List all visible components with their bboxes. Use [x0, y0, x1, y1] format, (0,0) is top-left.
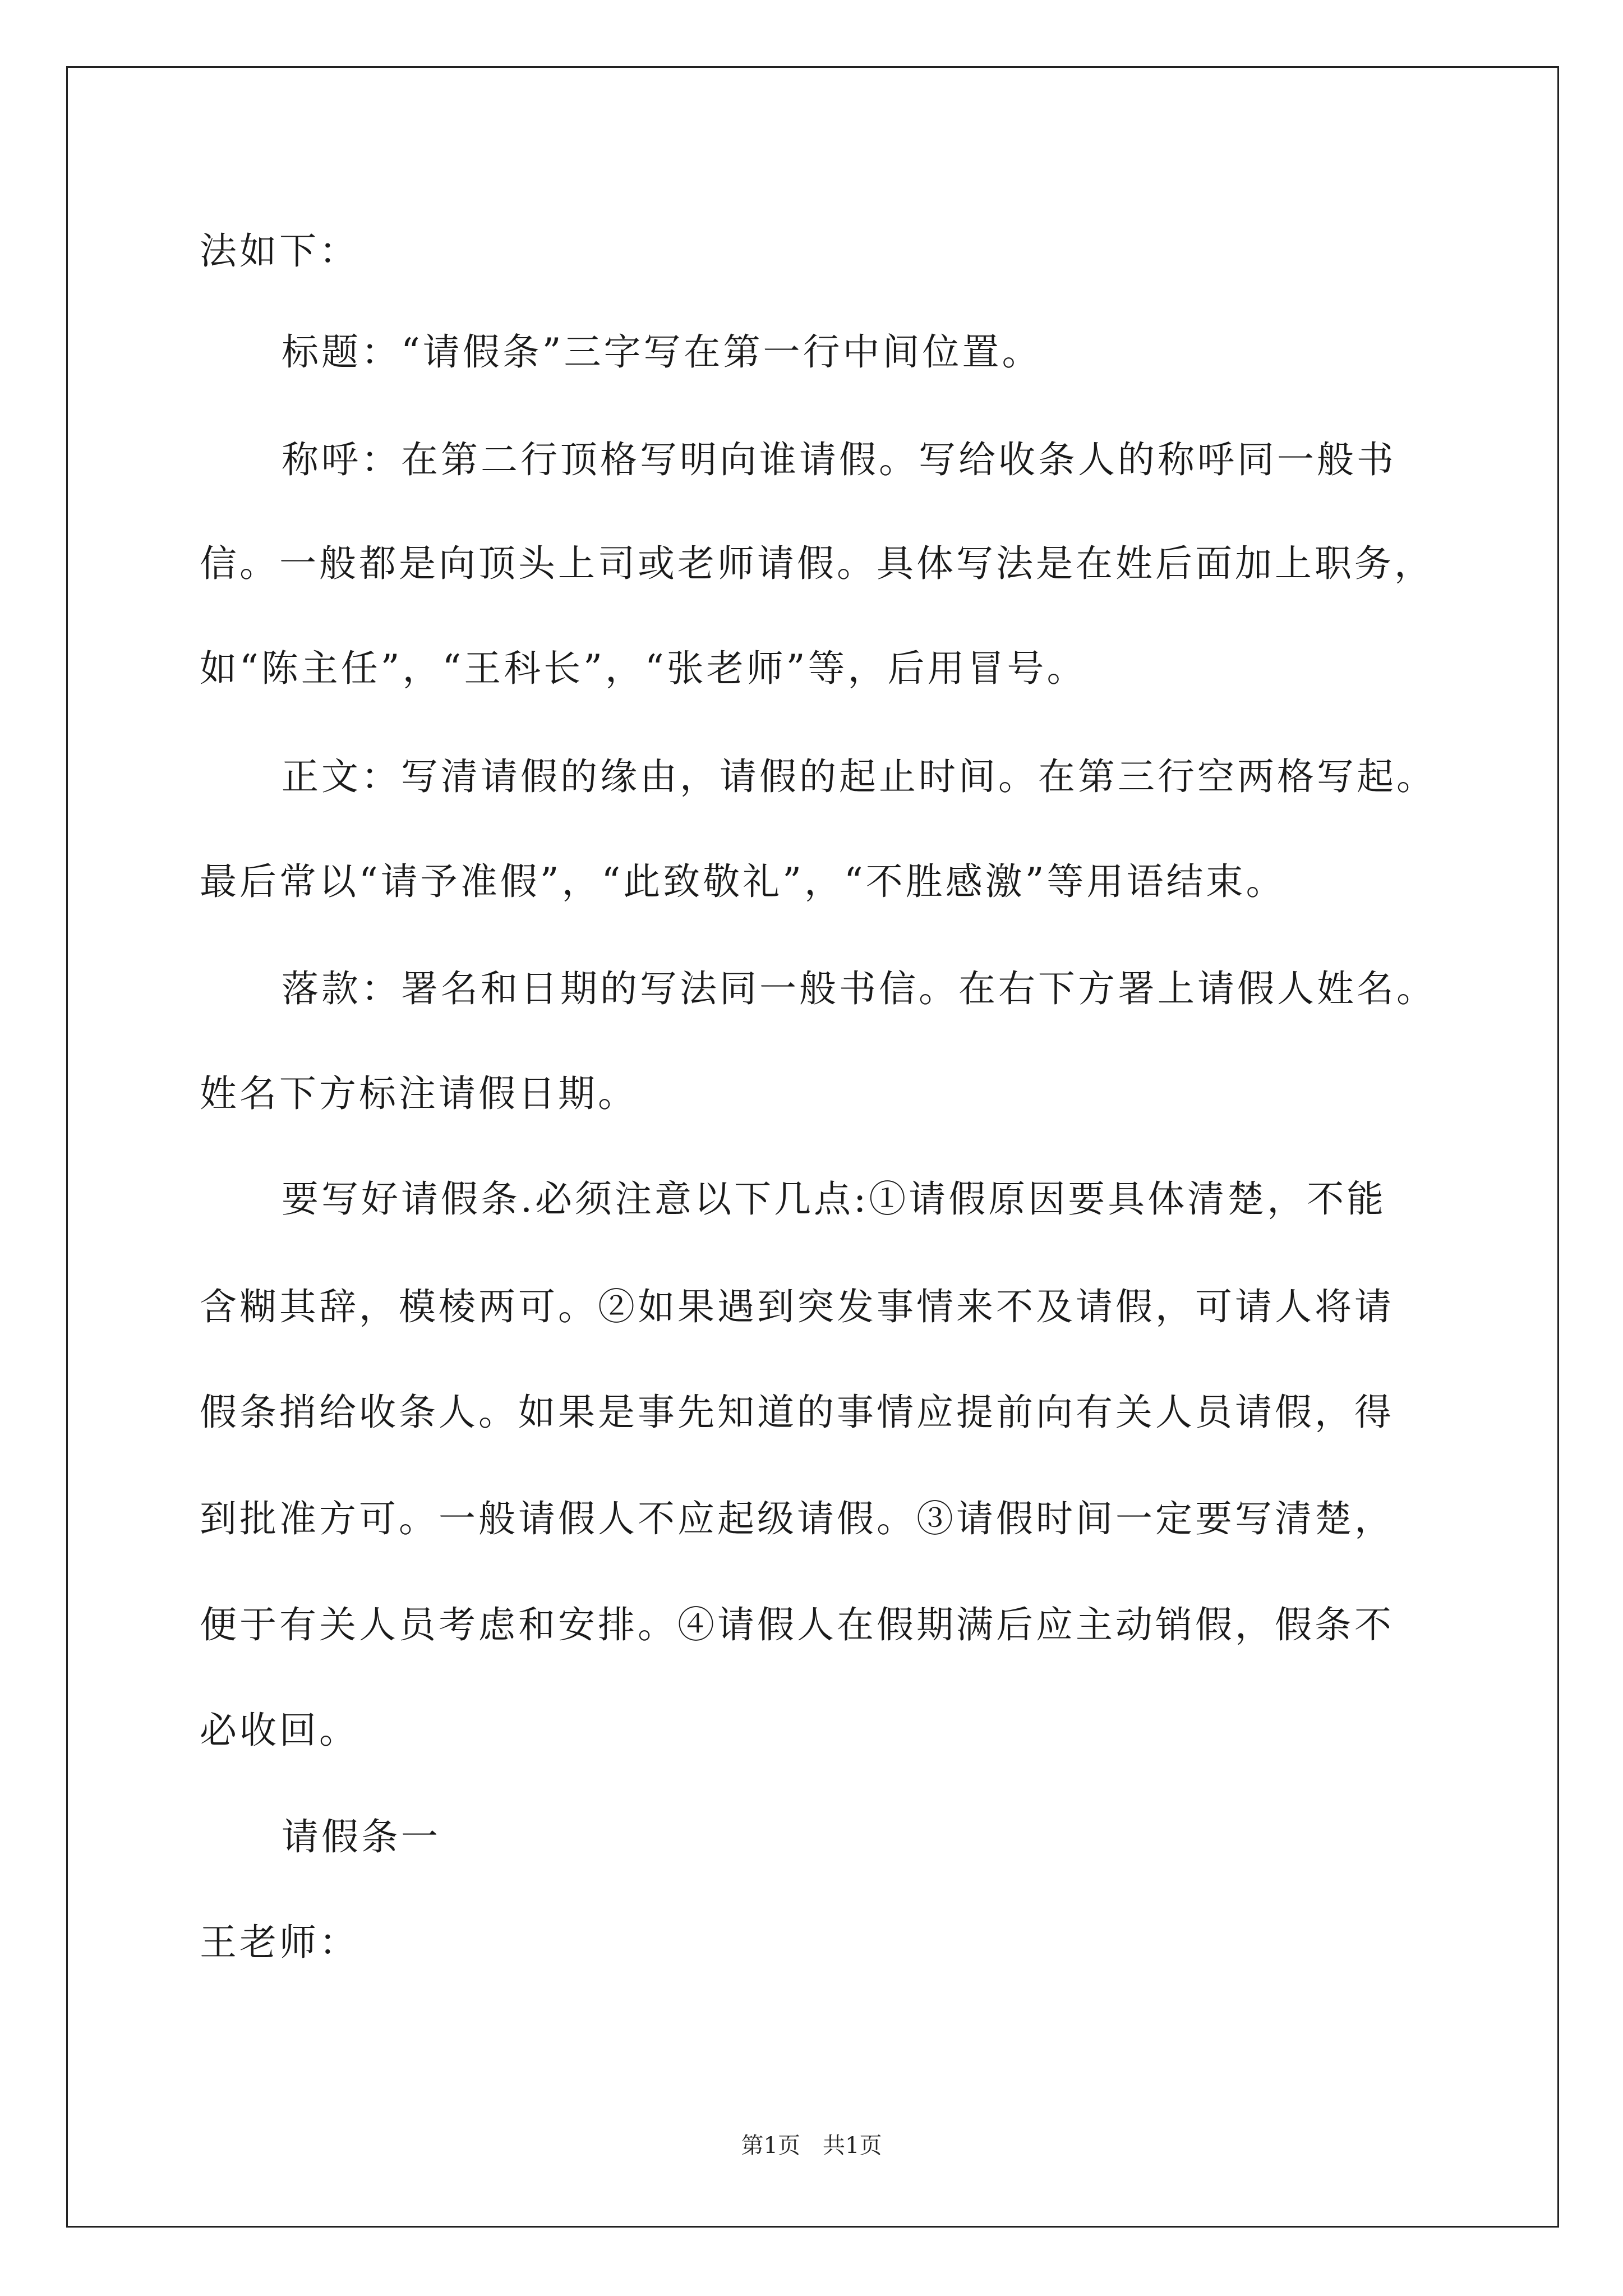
text-line: 如“陈主任”，“王科长”，“张老师”等，后用冒号。 — [200, 647, 1087, 690]
paragraph-body-rule: 正文：写清请假的缘由，请假的起止时间。在第三行空两格写起。 — [282, 755, 1436, 798]
text-line: 到批准方可。一般请假人不应起级请假。③请假时间一定要写清楚， — [200, 1497, 1394, 1540]
text-line: 最后常以“请予准假”，“此致敬礼”，“不胜感激”等用语结束。 — [200, 860, 1286, 903]
text-line: 含糊其辞，模棱两可。②如果遇到突发事情来不及请假，可请人将请 — [200, 1285, 1394, 1328]
text-line: 便于有关人员考虑和安排。④请假人在假期满后应主动销假，假条不 — [200, 1603, 1394, 1646]
page-footer: 第1页 共1页 — [741, 2133, 882, 2159]
text-line: 必收回。 — [200, 1709, 359, 1752]
text-line: 假条捎给收条人。如果是事先知道的事情应提前向有关人员请假，得 — [200, 1391, 1394, 1434]
page-border — [66, 66, 1559, 2228]
paragraph-title-rule: 标题：“请假条”三字写在第一行中间位置。 — [282, 330, 1042, 374]
salutation: 王老师： — [200, 1921, 359, 1964]
text-line: 信。一般都是向顶头上司或老师请假。具体写法是在姓后面加上职务， — [200, 542, 1434, 585]
text-line: 姓名下方标注请假日期。 — [200, 1072, 638, 1115]
paragraph-signature-rule: 落款：署名和日期的写法同一般书信。在右下方署上请假人姓名。 — [282, 967, 1436, 1010]
paragraph-notes: 要写好请假条.必须注意以下几点:①请假原因要具体清楚，不能 — [282, 1177, 1387, 1221]
example-heading: 请假条一 — [282, 1815, 441, 1858]
paragraph-salutation-rule: 称呼：在第二行顶格写明向谁请假。写给收条人的称呼同一般书 — [282, 438, 1396, 481]
text-line: 法如下： — [200, 229, 359, 273]
